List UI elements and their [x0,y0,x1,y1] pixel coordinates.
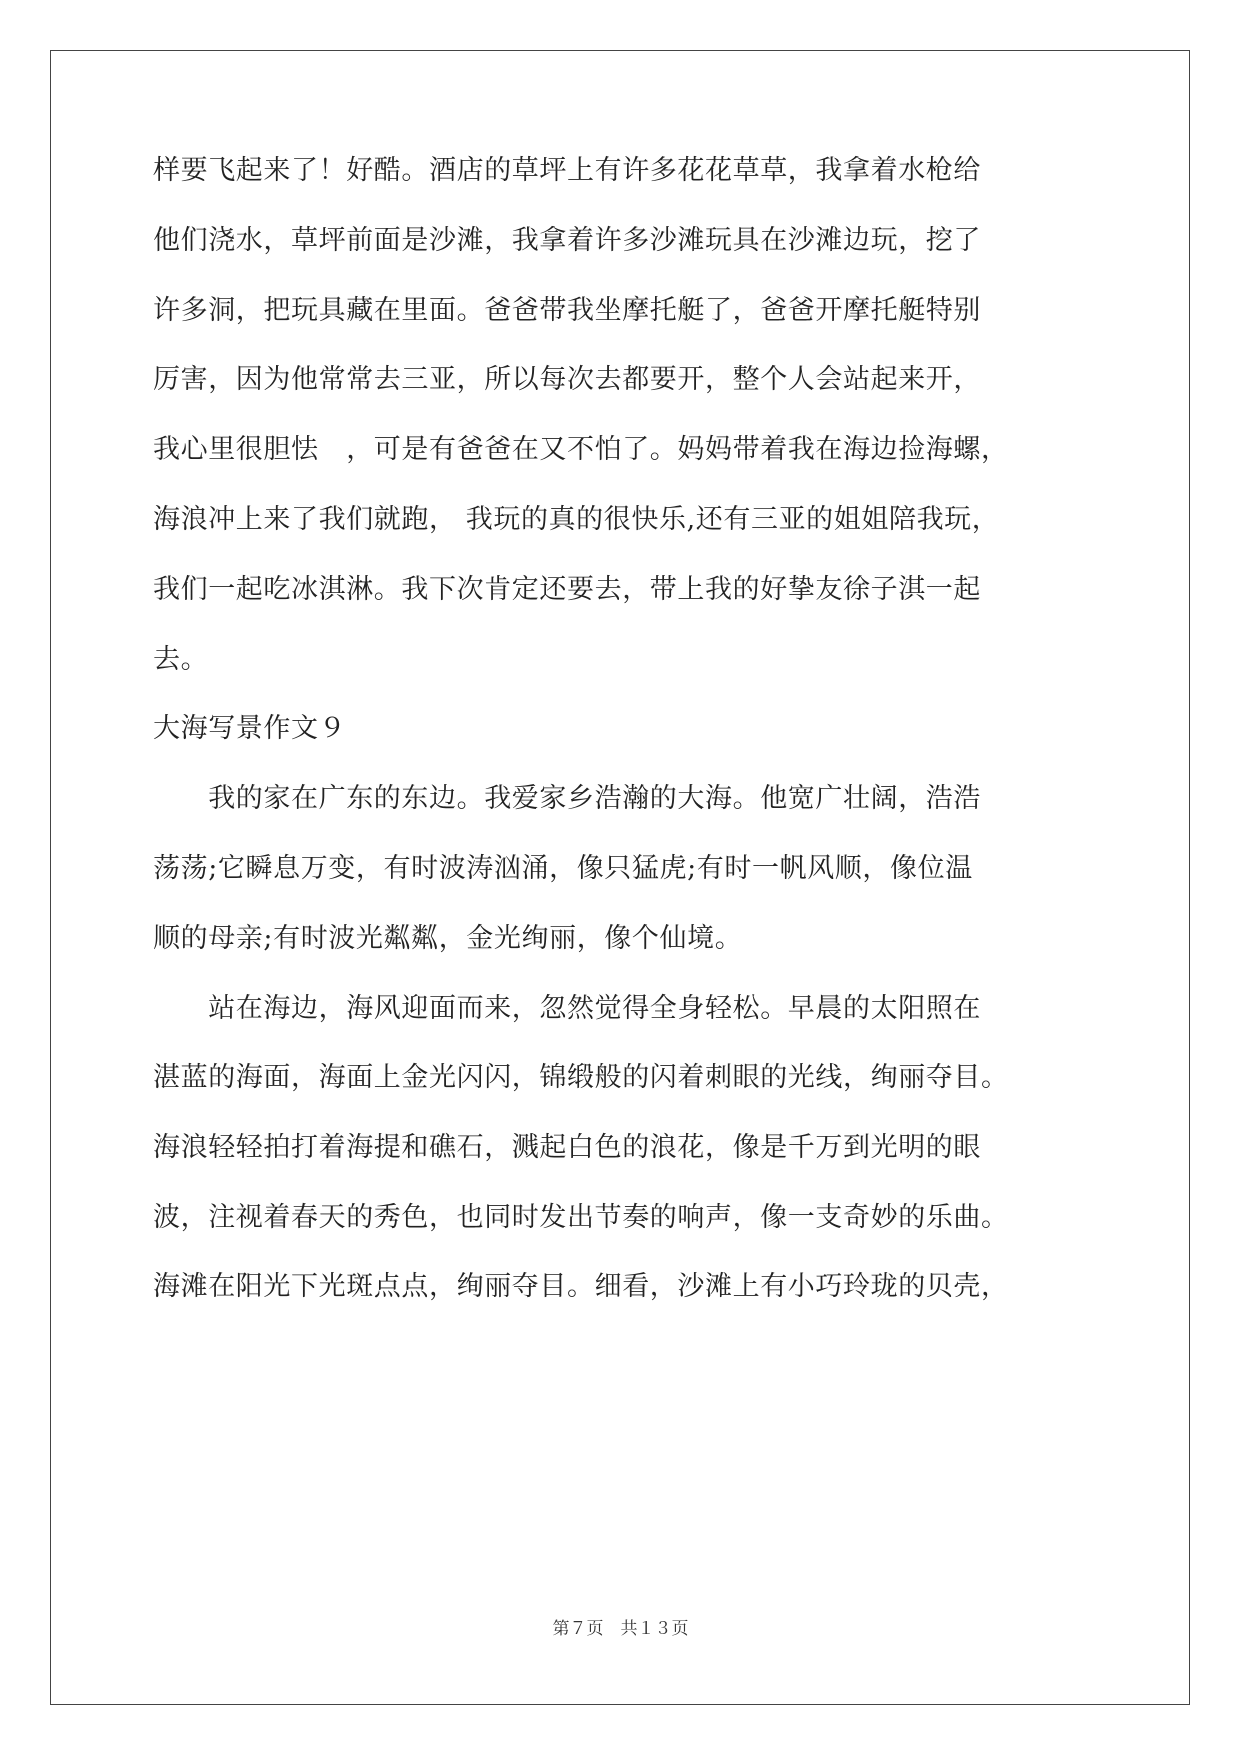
text-line: 海浪冲上来了我们就跑， 我玩的真的很快乐,还有三亚的姐姐陪我玩， [153,504,1000,535]
text-line: 荡荡;它瞬息万变，有时波涛汹涌，像只猛虎;有时一帆风顺，像位温 [153,853,973,884]
text-line: 站在海边，海风迎面而来，忽然觉得全身轻松。早晨的太阳照在 [153,993,981,1024]
section-title: 大海写景作文９ [153,713,347,744]
text-line: 湛蓝的海面，海面上金光闪闪，锦缎般的闪着刺眼的光线，绚丽夺目。 [153,1062,1009,1093]
text-line: 我心里很胆怯 ，可是有爸爸在又不怕了。妈妈带着我在海边捡海螺， [153,434,1009,465]
text-line: 顺的母亲;有时波光粼粼，金光绚丽，像个仙境。 [153,923,743,954]
text-line: 海滩在阳光下光斑点点，绚丽夺目。细看，沙滩上有小巧玲珑的贝壳， [153,1271,1009,1302]
text-line: 我们一起吃冰淇淋。我下次肯定还要去，带上我的好挚友徐子淇一起 [153,574,981,605]
text-line: 海浪轻轻拍打着海提和礁石，溅起白色的浪花，像是千万到光明的眼 [153,1132,981,1163]
text-line: 样要飞起来了！好酷。酒店的草坪上有许多花花草草，我拿着水枪给 [153,155,981,186]
text-line: 我的家在广东的东边。我爱家乡浩瀚的大海。他宽广壮阔，浩浩 [153,783,981,814]
page-number: 第７页 共１３页 [552,1619,689,1639]
text-line: 波，注视着春天的秀色，也同时发出节奏的响声，像一支奇妙的乐曲。 [153,1202,1009,1233]
text-line: 厉害，因为他常常去三亚，所以每次去都要开，整个人会站起来开， [153,364,981,395]
text-line: 他们浇水，草坪前面是沙滩，我拿着许多沙滩玩具在沙滩边玩，挖了 [153,225,981,256]
text-line: 许多洞，把玩具藏在里面。爸爸带我坐摩托艇了，爸爸开摩托艇特别 [153,295,981,326]
text-line: 去。 [153,644,209,675]
